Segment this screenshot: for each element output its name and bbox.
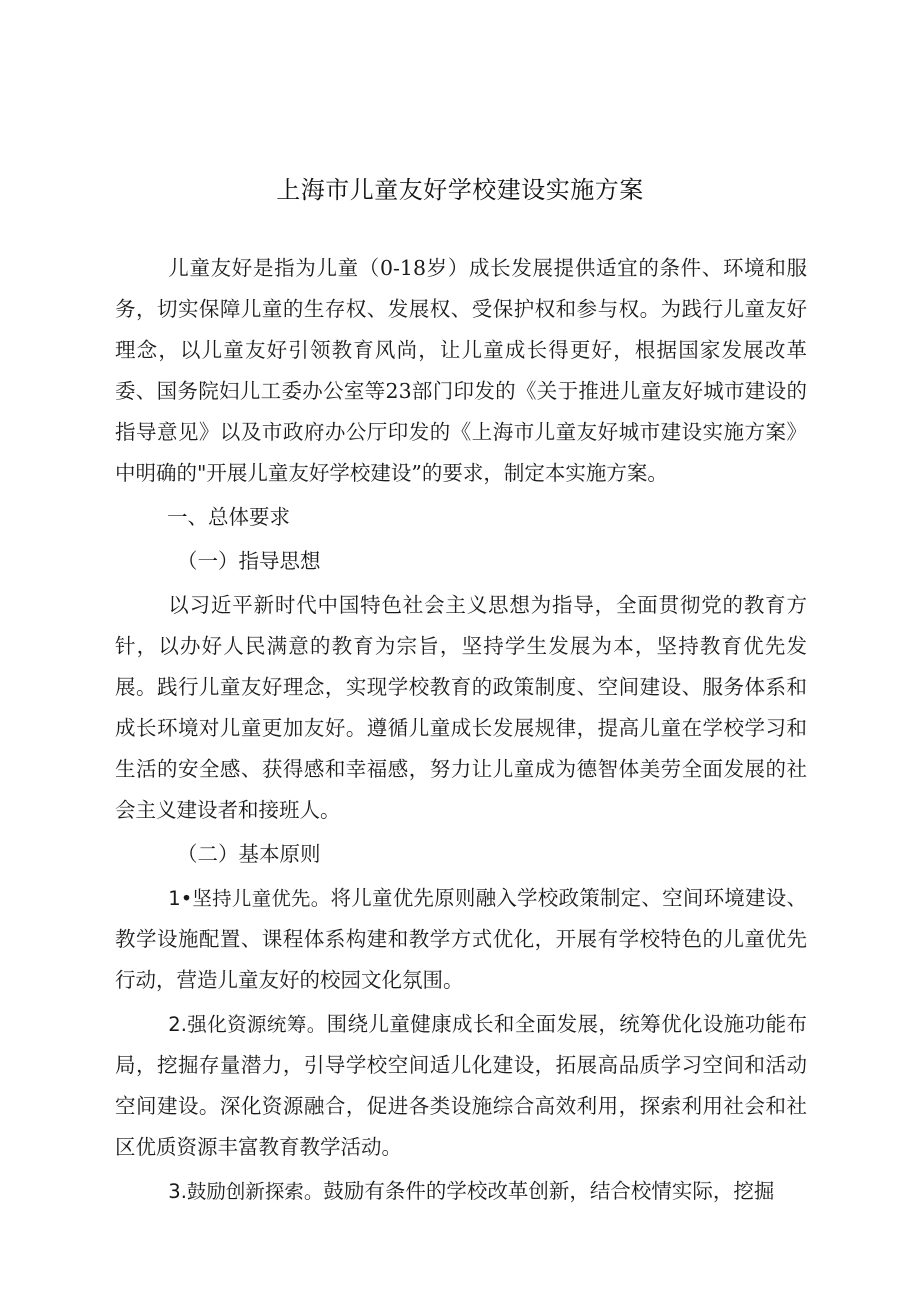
principle-lead-1: 1•坚持儿童优先。 <box>168 887 331 910</box>
document-title: 上海市儿童友好学校建设实施方案 <box>276 176 644 204</box>
section-heading-general-requirements: 一、总体要求 <box>167 505 290 529</box>
principle-paragraph-1 <box>115 878 807 1001</box>
principle-lead-2: 2.强化资源统筹。 <box>168 1013 327 1036</box>
intro-paragraph: 儿童友好是指为儿童（0-18岁）成长发展提供适宜的条件、环境和服务，切实保障儿童的生存权、发展权、受保护权和参与权。为践行儿童友好理念，以儿童友好引领教育风尚，让儿童成长得更好，根据国家发展改革委、国务院妇儿工委办公室等23部门印发的《关于推进儿童友好城市建设的指导意见》以及市政府办公厅印发的《上海市儿童友好城市建设实施方案》中明确的"开展儿童友好学校建设”的要求，制定本实施方案。 <box>115 256 807 485</box>
principle-text-1: 将儿童优先原则融入学校政策制定、空间环境建设、教学设施配置、课程体系构建和教学方式优化，开展有学校特色的儿童优先行动，营造儿童友好的校园文化氛围。 <box>115 886 807 992</box>
principle-paragraph-2 <box>115 1004 807 1168</box>
subsection-heading-basic-principles: （二）基本原则 <box>177 842 321 866</box>
principle-paragraph-3 <box>115 1171 807 1212</box>
principle-text-3: 鼓励有条件的学校改革创新，结合校情实际，挖掘 <box>323 1179 775 1203</box>
guiding-ideology-paragraph: 以习近平新时代中国特色社会主义思想为指导，全面贯彻党的教育方针，以办好人民满意的教育为宗旨，坚持学生发展为本，坚持教育优先发展。践行儿童友好理念，实现学校教育的政策制度、空间建设、服务体系和成长环境对儿童更加友好。遵循儿童成长发展规律，提高儿童在学校学习和生活的安全感、获得感和幸福感，努力让儿童成为德智体美劳全面发展的社会主义建设者和接班人。 <box>115 593 807 822</box>
principle-text-2: 围绕儿童健康成长和全面发展，统筹优化设施功能布局，挖掘存量潜力，引导学校空间适儿化建设，拓展高品质学习空间和活动空间建设。深化资源融合，促进各类设施综合高效利用，探索利用社会和社区优质资源丰富教育教学活动。 <box>115 1012 808 1159</box>
document-body <box>115 248 807 1215</box>
subsection-heading-guiding-ideology: （一）指导思想 <box>177 549 321 573</box>
principle-lead-3: 3.鼓励创新探索。 <box>168 1180 324 1203</box>
